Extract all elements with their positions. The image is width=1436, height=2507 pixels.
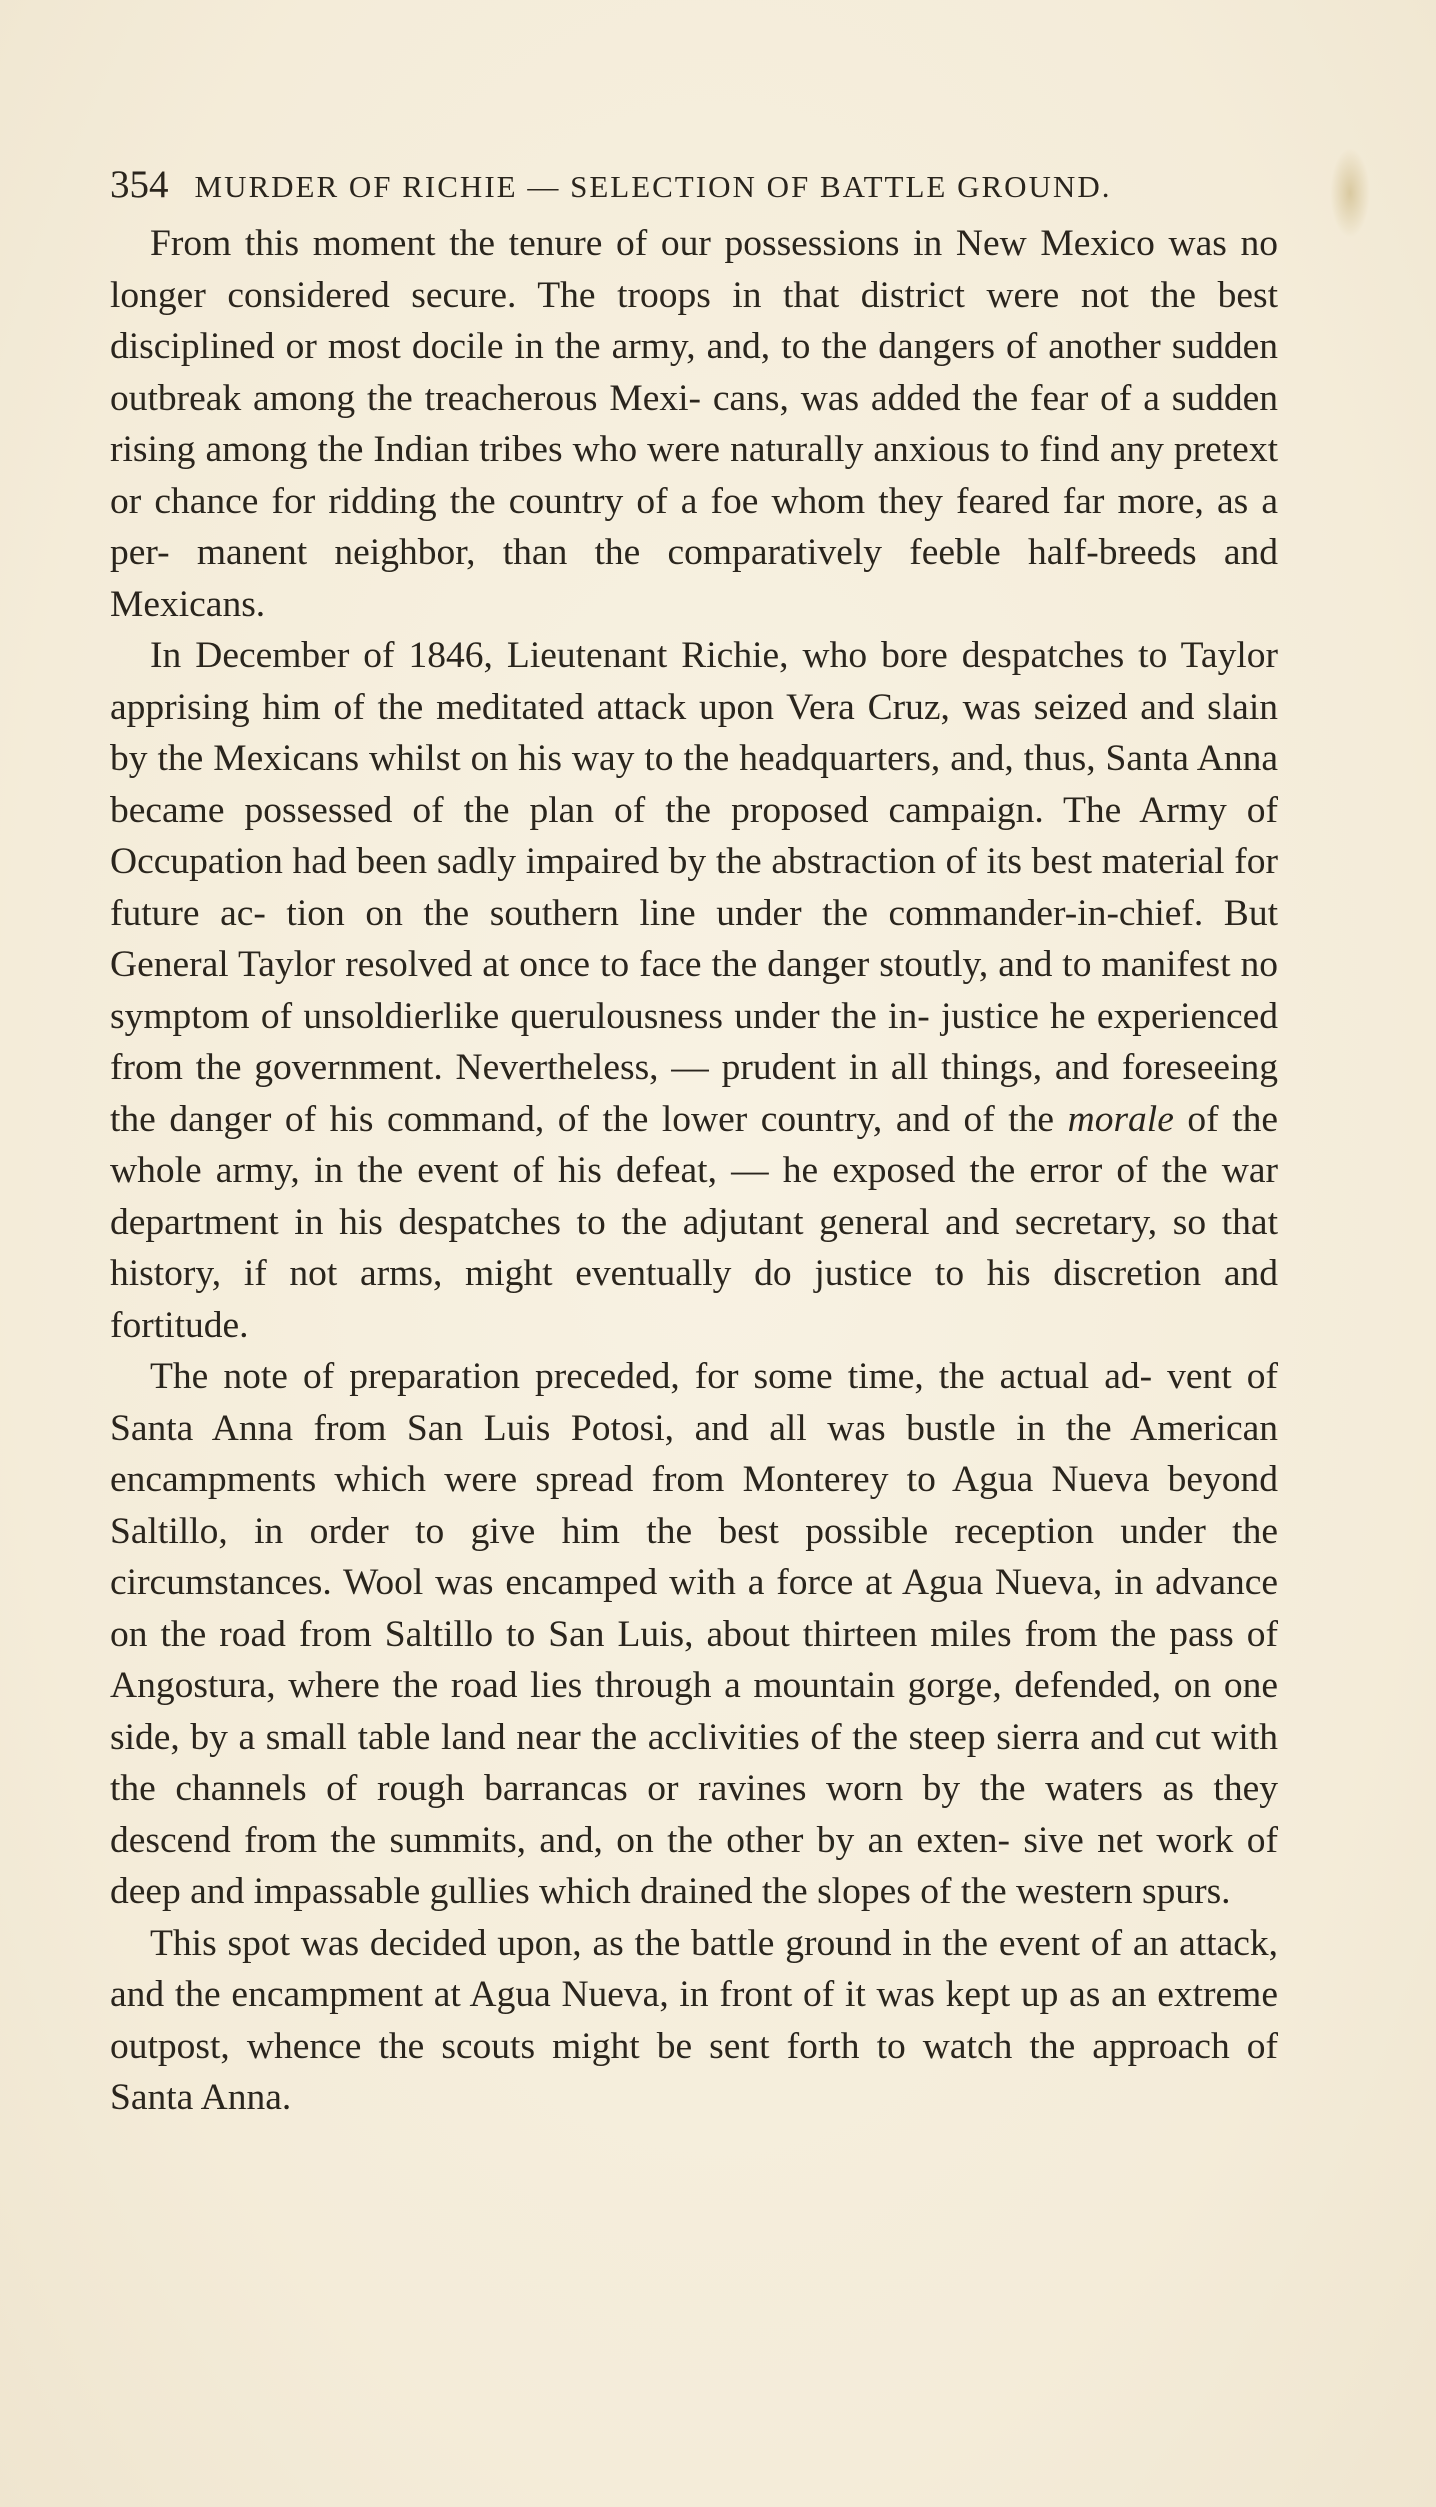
page-header bbox=[110, 162, 1290, 210]
running-head: MURDER OF RICHIE — SELECTION OF BATTLE GROUND. bbox=[194, 169, 1112, 204]
paragraph-1: From this moment the tenure of our possessions in New Mexico was no longer considered secure. The troops in that district were not the best disciplined or most docile in the army, and, to the dangers of another sudden outbreak among the treacherous Mexi- cans, was added the fear of a sudden rising among the Indian tribes who were naturally anxious to find any pretext or chance for ridding the country of a foe whom they feared far more, as a per- manent neighbor, than the comparatively feeble half-breeds and Mexicans. bbox=[110, 223, 1278, 625]
page-number: 354 bbox=[110, 163, 169, 206]
page-stain bbox=[1330, 148, 1370, 238]
italic-term: morale bbox=[1067, 1098, 1174, 1140]
paragraph-2-continuation: of the whole army, in the event of his defeat, — he exposed the error of the war department in his despatches to the adjutant general and secretary, so that history, if not arms, might eventually do justice to his discretion and fortitude. bbox=[110, 1098, 1279, 1346]
paragraph-3: The note of preparation preceded, for some time, the actual ad- vent of Santa Anna from San Luis Potosi, and all was bustle in the American encampments which were spread from Monterey to Agua Nueva beyond Saltillo, in order to give him the best possible reception under the circumstances. Wool was encamped with a force at Agua Nueva, in advance on the road from Saltillo to San Luis, about thirteen miles from the pass of Angostura, where the road lies through a mountain gorge, defended, on one side, by a small table land near the acclivities of the steep sierra and cut with the channels of rough barrancas or ravines worn by the waters as they descend from the summits, and, on the other by an exten- sive net work of deep and impassable gullies which drained the slopes of the western spurs. bbox=[110, 1356, 1278, 1912]
paragraph-4: This spot was decided upon, as the battle ground in the event of an attack, and the encampment at Agua Nueva, in front of it was kept up as an extreme outpost, whence the scouts might be sent forth to watch the approach of Santa Anna. bbox=[110, 1922, 1278, 2118]
paragraph-2 bbox=[110, 630, 1278, 1351]
body-text bbox=[110, 218, 1278, 2124]
paragraph-2-text: In December of 1846, Lieutenant Richie, who bore despatches to Taylor apprising him of the meditated attack upon Vera Cruz, was seized and slain by the Mexicans whilst on his way to the headquarters, and, thus, Santa Anna became possessed of the plan of the proposed campaign. The Army of Occupation had been sadly impaired by the abstraction of its best material for future ac- tion on the southern line under the commander-in-chief. But General Taylor resolved at once to face the danger stoutly, and to manifest no symptom of unsoldierlike querulousness under the in- justice he experienced from the government. Nevertheless, — prudent in all things, and foreseeing the danger of his command, of the lower country, and of the bbox=[110, 635, 1278, 1140]
